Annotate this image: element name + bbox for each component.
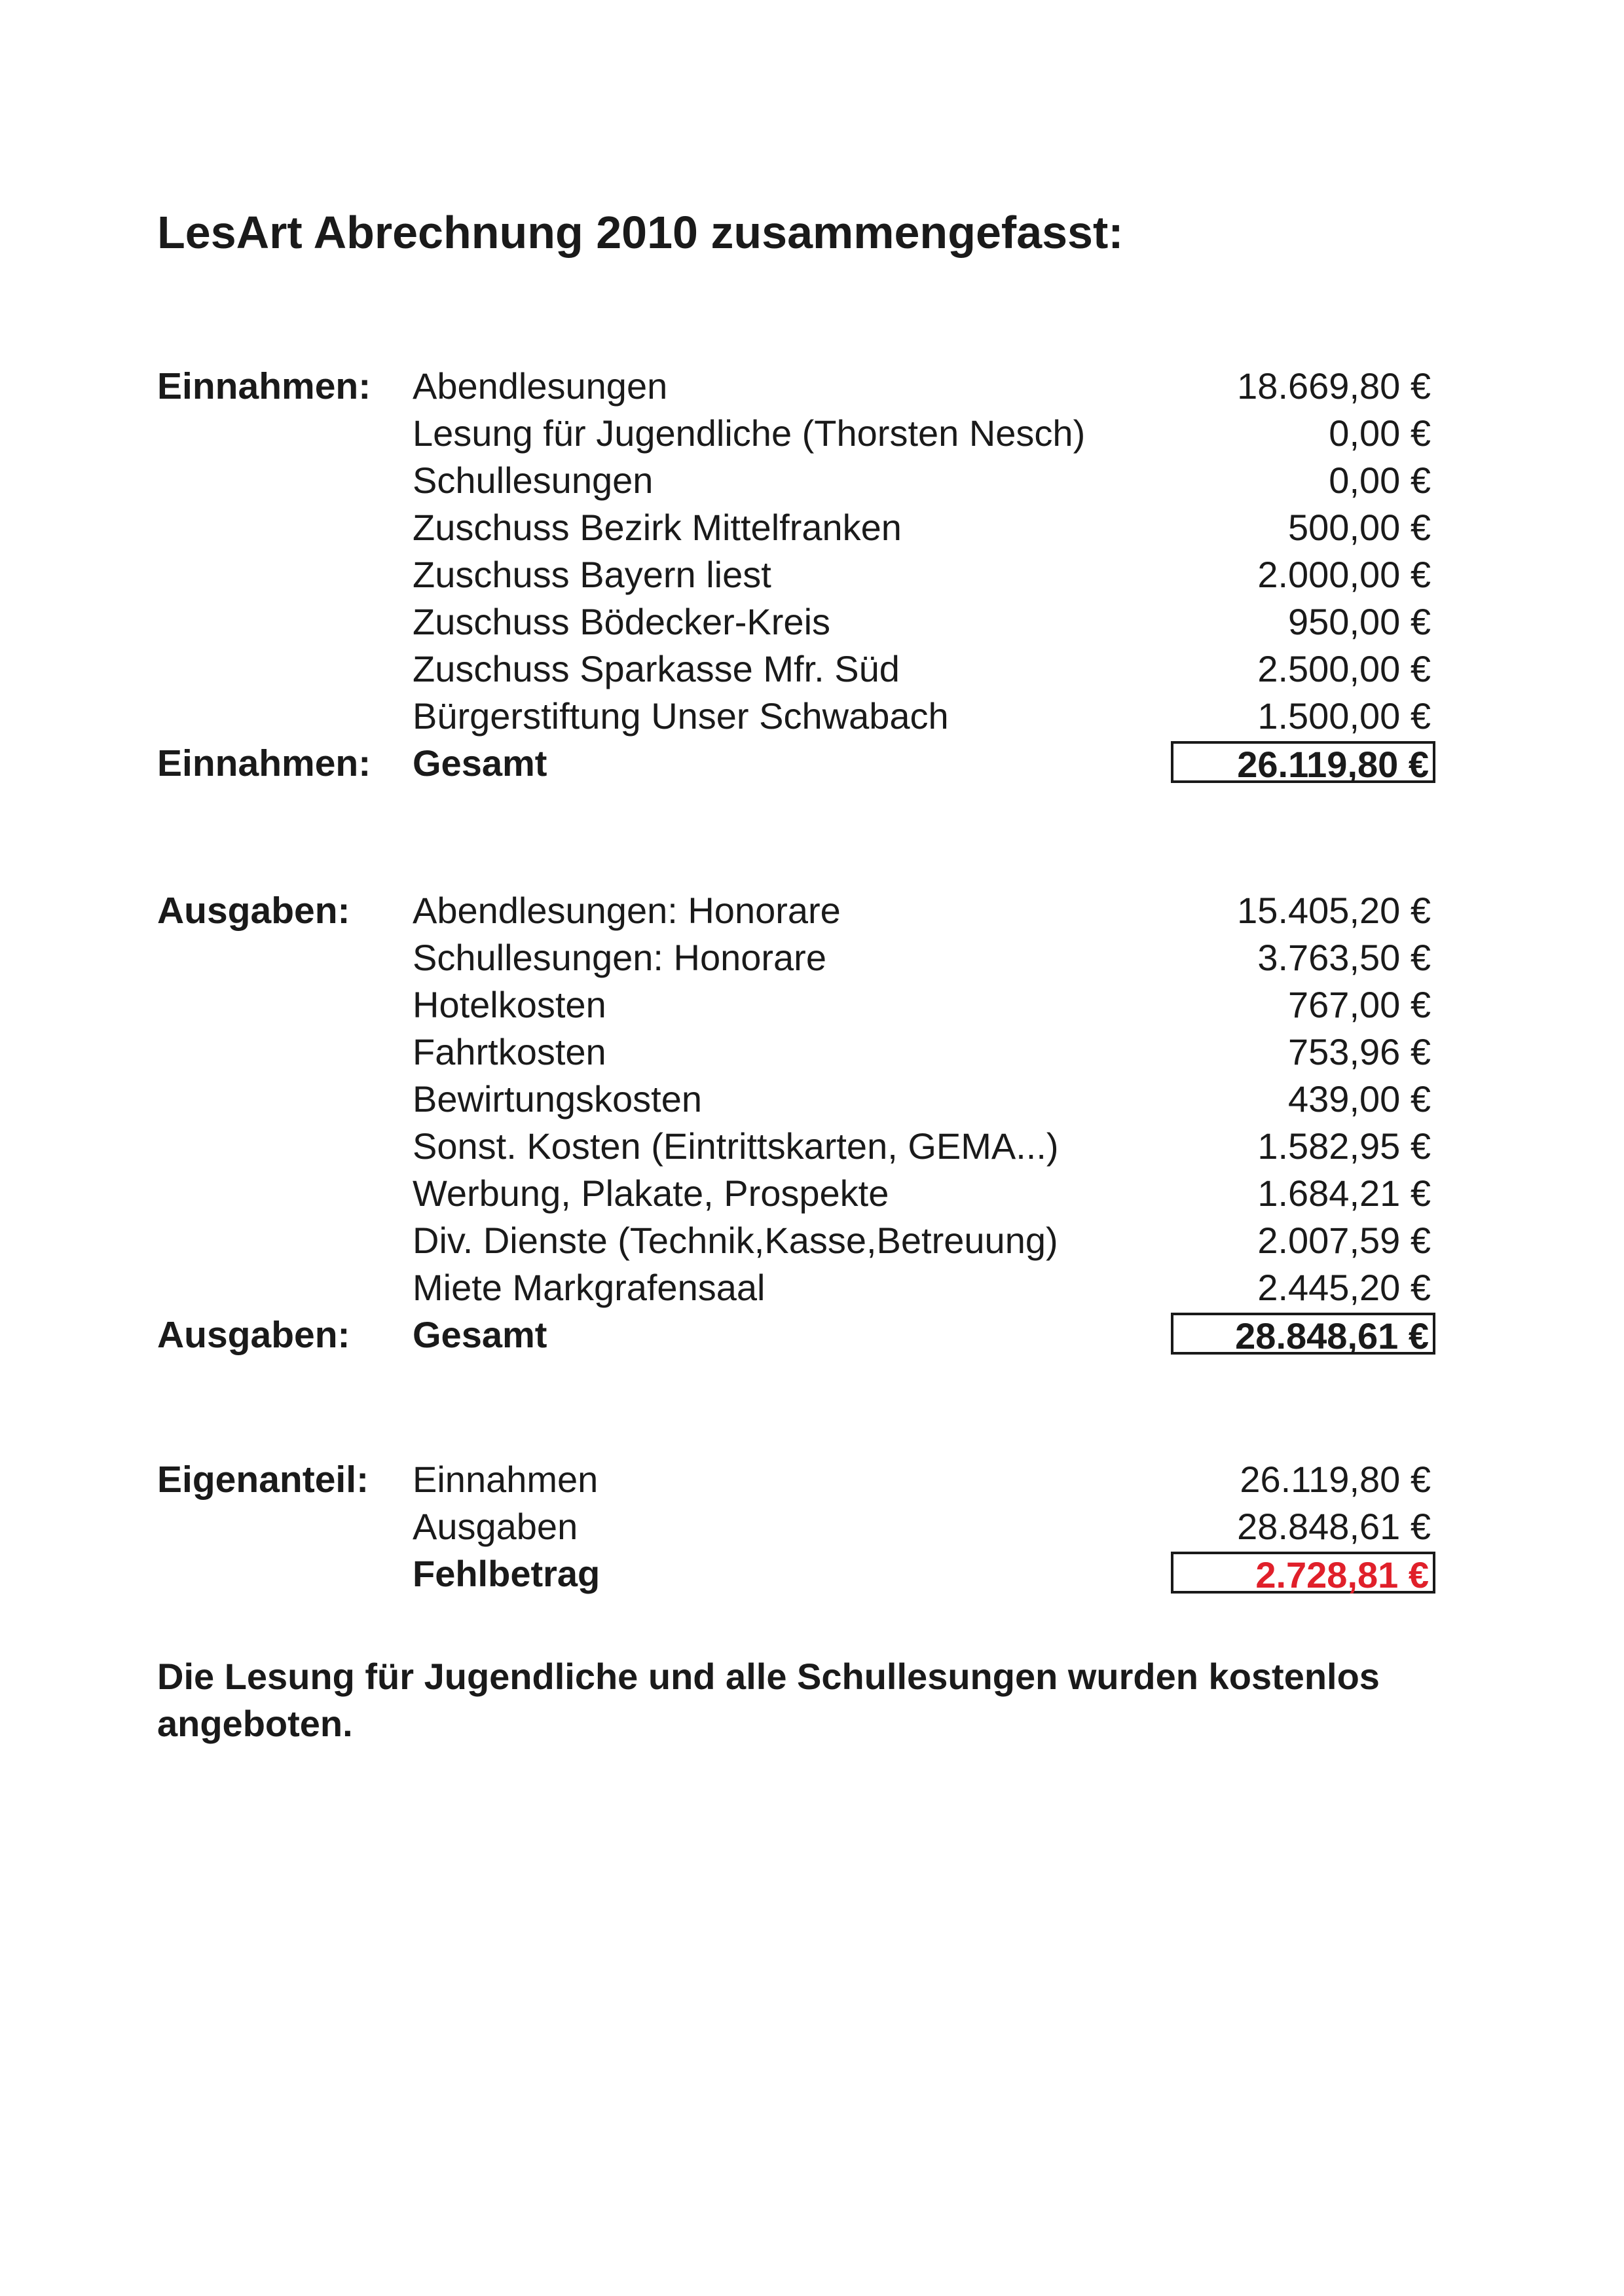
income-total-description: Gesamt <box>413 742 547 784</box>
income-row <box>0 504 1624 551</box>
income-item-description: Zuschuss Sparkasse Mfr. Süd <box>413 648 900 689</box>
expenses-total-label: Ausgaben: <box>157 1314 350 1356</box>
expenses-label: Ausgaben: <box>157 890 350 932</box>
income-item-amount: 950,00 € <box>1288 601 1431 642</box>
expense-item-description: Miete Markgrafensaal <box>413 1267 766 1308</box>
income-row <box>0 410 1624 457</box>
expenses-total-row <box>0 1311 1624 1358</box>
expense-item-description: Werbung, Plakate, Prospekte <box>413 1173 889 1214</box>
deficit-description: Fehlbetrag <box>413 1553 600 1594</box>
deficit-row <box>0 1550 1624 1597</box>
income-item-description: Zuschuss Bezirk Mittelfranken <box>413 507 902 548</box>
income-item-description: Schullesungen <box>413 460 654 501</box>
expense-item-description: Sonst. Kosten (Eintrittskarten, GEMA...) <box>413 1125 1059 1167</box>
expense-item-description: Fahrtkosten <box>413 1031 606 1072</box>
expense-item-description: Schullesungen: Honorare <box>413 937 826 978</box>
income-item-description: Zuschuss Bayern liest <box>413 554 771 595</box>
footnote: Die Lesung für Jugendliche und alle Schullesungen wurden kostenlos angeboten. <box>157 1656 1380 1744</box>
expense-item-amount: 767,00 € <box>1288 984 1431 1025</box>
income-total-amount: 26.119,80 € <box>1171 741 1435 783</box>
expense-row <box>0 981 1624 1029</box>
page-title: LesArt Abrechnung 2010 zusammengefasst: <box>157 207 1124 258</box>
expense-item-amount: 1.582,95 € <box>1257 1125 1431 1167</box>
income-item-amount: 2.000,00 € <box>1257 554 1431 595</box>
income-item-description: Zuschuss Bödecker-Kreis <box>413 601 831 642</box>
expenses-section <box>0 887 1624 1358</box>
expense-item-amount: 439,00 € <box>1288 1078 1431 1120</box>
income-row <box>0 598 1624 646</box>
own-share-item-amount: 26.119,80 € <box>1240 1459 1431 1500</box>
own-share-row <box>0 1503 1624 1550</box>
expense-row <box>0 1029 1624 1076</box>
income-item-description: Bürgerstiftung Unser Schwabach <box>413 695 949 737</box>
income-row <box>0 551 1624 598</box>
expense-item-amount: 2.445,20 € <box>1257 1267 1431 1308</box>
own-share-label: Eigenanteil: <box>157 1459 369 1501</box>
own-share-item-description: Einnahmen <box>413 1459 599 1500</box>
expense-item-description: Div. Dienste (Technik,Kasse,Betreuung) <box>413 1220 1058 1261</box>
expenses-total-description: Gesamt <box>413 1314 547 1355</box>
own-share-section <box>0 1456 1624 1597</box>
income-total-label: Einnahmen: <box>157 742 371 784</box>
expense-row <box>0 887 1624 934</box>
expense-item-description: Hotelkosten <box>413 984 606 1025</box>
income-item-description: Abendlesungen <box>413 365 668 407</box>
expense-row <box>0 934 1624 981</box>
income-row <box>0 457 1624 504</box>
expense-item-amount: 2.007,59 € <box>1257 1220 1431 1261</box>
income-item-amount: 0,00 € <box>1329 460 1431 501</box>
income-label: Einnahmen: <box>157 365 371 407</box>
income-item-amount: 1.500,00 € <box>1257 695 1431 737</box>
income-item-amount: 2.500,00 € <box>1257 648 1431 689</box>
expenses-total-amount: 28.848,61 € <box>1171 1313 1435 1355</box>
own-share-item-description: Ausgaben <box>413 1506 578 1547</box>
income-row <box>0 363 1624 410</box>
income-row <box>0 693 1624 740</box>
income-item-amount: 18.669,80 € <box>1237 365 1431 407</box>
income-item-amount: 0,00 € <box>1329 412 1431 454</box>
own-share-row <box>0 1456 1624 1503</box>
expense-item-description: Bewirtungskosten <box>413 1078 703 1120</box>
expense-item-description: Abendlesungen: Honorare <box>413 890 841 931</box>
expense-item-amount: 753,96 € <box>1288 1031 1431 1072</box>
own-share-item-amount: 28.848,61 € <box>1237 1506 1431 1547</box>
income-total-row <box>0 740 1624 787</box>
expense-row <box>0 1170 1624 1217</box>
income-section <box>0 363 1624 787</box>
expense-item-amount: 15.405,20 € <box>1237 890 1431 931</box>
expense-row <box>0 1123 1624 1170</box>
income-item-amount: 500,00 € <box>1288 507 1431 548</box>
expense-item-amount: 3.763,50 € <box>1257 937 1431 978</box>
income-item-description: Lesung für Jugendliche (Thorsten Nesch) <box>413 412 1086 454</box>
expense-row <box>0 1264 1624 1311</box>
expense-row <box>0 1217 1624 1264</box>
expense-row <box>0 1076 1624 1123</box>
deficit-amount: 2.728,81 € <box>1171 1552 1435 1594</box>
income-row <box>0 646 1624 693</box>
expense-item-amount: 1.684,21 € <box>1257 1173 1431 1214</box>
